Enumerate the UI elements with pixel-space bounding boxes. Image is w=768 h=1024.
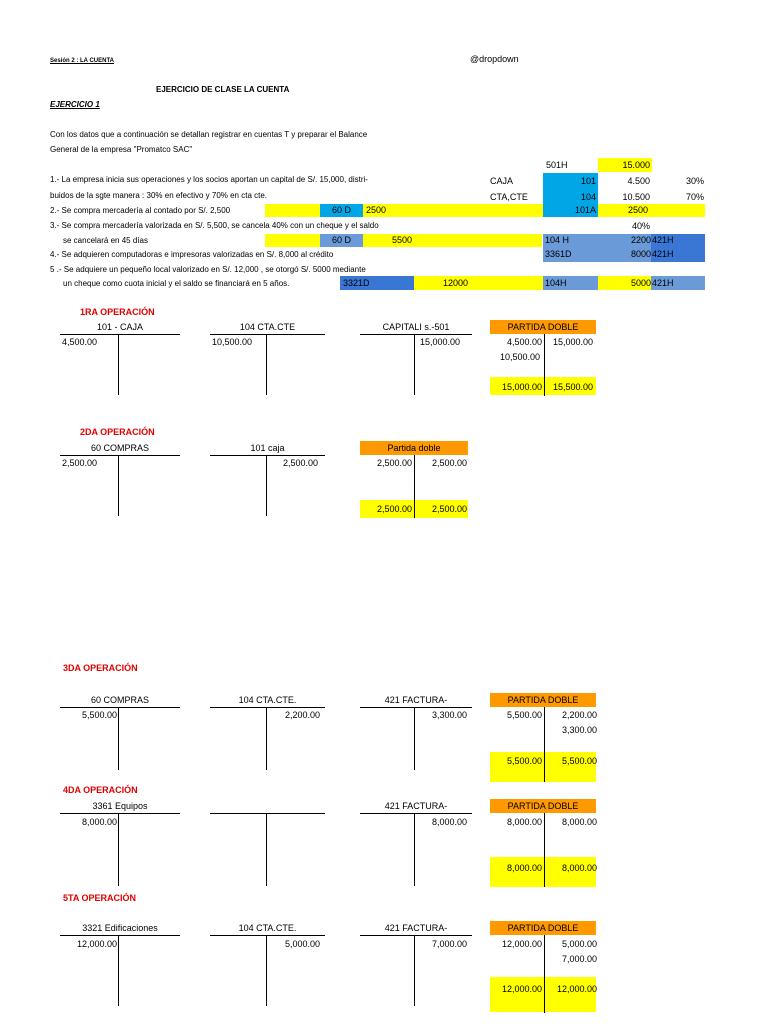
op2-pd-l1: 2,500.00 (376, 458, 412, 468)
op3-pd-r2: 3,300.00 (561, 725, 597, 735)
op2-t1-name: 60 COMPRAS (90, 443, 150, 453)
pct-30: 30% (685, 176, 704, 186)
op1-title: 1RA OPERACIÓN (80, 307, 155, 317)
op5-t2-right: 5,000.00 (284, 939, 320, 949)
op4-title: 4DA OPERACIÓN (63, 785, 138, 795)
pct-70: 70% (685, 192, 704, 202)
code-104h: 104 H (545, 235, 570, 245)
statement-1a: 1.- La empresa inicia sus operaciones y los socios aportan un capital de S/. 15,000, distri- (50, 175, 368, 184)
op1-pd-title: PARTIDA DOBLE (507, 322, 579, 332)
code-104: 104 (580, 192, 596, 202)
op5-t1-left: 12,000.00 (76, 939, 117, 949)
code-421h-b: 421H (652, 249, 674, 259)
value-10500: 10.500 (622, 192, 650, 202)
pct-40: 40% (632, 221, 651, 231)
op3-t2-right: 2,200.00 (284, 710, 320, 720)
op5-pd-tr: 12,000.00 (556, 984, 597, 994)
statement-5b: un cheque como cuota inicial y el saldo se financiará en 5 años. (63, 279, 290, 288)
statement-3a: 3.- Se compra mercadería valorizada en S/. 5,500, se cancela 40% con un cheque y el saldo (50, 221, 379, 230)
code-101: 101 (580, 176, 596, 186)
op1-pd-tl: 15,000.00 (501, 382, 542, 392)
op1-pd-l2: 10,500.00 (499, 352, 540, 362)
op4-pd-tl: 8,000.00 (506, 863, 542, 873)
op4-t1-left: 8,000.00 (81, 817, 117, 827)
value-4500: 4.500 (627, 176, 650, 186)
row2-code: 60 D (331, 205, 351, 215)
op4-t1-name: 3361 Equipos (92, 801, 148, 811)
code-104h2: 104H (545, 278, 567, 288)
op3-pd-l1: 5,500.00 (506, 710, 542, 720)
op1-t2-name: 104 CTA.CTE (239, 322, 296, 332)
op3-t1-left: 5,500.00 (81, 710, 117, 720)
op3-t1-name: 60 COMPRAS (90, 695, 150, 705)
op5-pd-r1: 5,000.00 (561, 939, 597, 949)
op2-t2-name: 101 caja (250, 443, 285, 453)
op1-t1-name: 101 - CAJA (96, 322, 144, 332)
op4-pd-r1: 8,000.00 (561, 817, 597, 827)
op5-t2-name: 104 CTA.CTE. (238, 923, 297, 933)
op5-pd-l1: 12,000.00 (501, 939, 542, 949)
op5-pd-r2: 7,000.00 (561, 954, 597, 964)
label-caja: CAJA (490, 176, 514, 186)
op1-pd-r1: 15,000.00 (552, 337, 593, 347)
op5-pd-title: PARTIDA DOBLE (507, 923, 579, 933)
statement-2: 2.- Se compra mercadería al contado por S/. 2,500 (50, 206, 231, 215)
handle-label: @dropdown (470, 54, 519, 64)
op4-t2-line (210, 813, 325, 814)
statement-5a: 5 .- Se adquiere un pequeño local valorizado en S/. 12,000 , se otorgó S/. 5000 mediante (50, 265, 366, 274)
page-title: EJERCICIO DE CLASE LA CUENTA (156, 85, 290, 94)
statement-1b: buidos de la sgte manera : 30% en efectivo y 70% en cta cte. (50, 191, 268, 200)
code-101a-value: 2500 (628, 205, 649, 215)
op1-pd-tr: 15,500.00 (552, 382, 593, 392)
op4-pd-tr: 8,000.00 (561, 863, 597, 873)
op2-t2-right: 2,500.00 (282, 458, 318, 468)
label-ctacte: CTA,CTE (490, 192, 528, 202)
op5-t3-name: 421 FACTURA- (384, 923, 448, 933)
code-421h-a: 421H (652, 235, 674, 245)
code-3361d: 3361D (545, 249, 572, 259)
code-3361d-value: 8000 (630, 249, 651, 259)
row3-code: 60 D (331, 235, 351, 245)
op1-t3-right: 15,000.00 (419, 337, 460, 347)
op1-t2-left: 10,500.00 (212, 337, 253, 347)
op4-pd-l1: 8,000.00 (506, 817, 542, 827)
op1-pd-l1: 4,500.00 (506, 337, 542, 347)
op2-title: 2DA OPERACIÓN (80, 427, 155, 437)
op2-pd-tl: 2,500.00 (376, 504, 412, 514)
op3-t3-right: 3,300.00 (431, 710, 467, 720)
op4-t3-right: 8,000.00 (431, 817, 467, 827)
op3-t3-name: 421 FACTURA- (384, 695, 448, 705)
op3-pd-title: PARTIDA DOBLE (507, 695, 579, 705)
op4-t3-name: 421 FACTURA- (384, 801, 448, 811)
op5-pd-tl: 12,000.00 (501, 984, 542, 994)
op5-t3-right: 7,000.00 (431, 939, 467, 949)
statement-3b: se cancelará en 45 días (63, 236, 148, 245)
op5-title: 5TA OPERACIÓN (63, 893, 137, 903)
op5-t1-name: 3321 Edificaciones (82, 923, 158, 933)
op2-pd-title: Partida doble (387, 443, 441, 453)
row5-value: 12000 (442, 278, 468, 288)
intro-line-1: Con los datos que a continuación se detallan registrar en cuentas T y preparar el Balance (50, 130, 368, 139)
op1-t1-left: 4,500.00 (62, 337, 98, 347)
intro-line-2: General de la empresa "Promatco SAC" (50, 145, 193, 154)
statement-4: 4.- Se adquieren computadoras e impresoras valorizadas en S/. 8,000 al crédito (50, 250, 334, 259)
row5-code: 3321D (343, 278, 370, 288)
code-104h-value: 2200 (630, 235, 651, 245)
op2-t1-left: 2,500.00 (62, 458, 98, 468)
op2-pd-tr: 2,500.00 (431, 504, 467, 514)
op3-t2-name: 104 CTA.CTE. (238, 695, 297, 705)
code-104h2-value: 5000 (630, 278, 651, 288)
session-label: Sesión 2 : LA CUENTA (50, 58, 115, 64)
op3-pd-r1: 2,200.00 (561, 710, 597, 720)
op3-pd-tl: 5,500.00 (506, 756, 542, 766)
code-101a: 101A (574, 205, 596, 215)
value-15000: 15.000 (622, 160, 650, 170)
op2-pd-r1: 2,500.00 (431, 458, 467, 468)
op3-pd-tr: 5,500.00 (561, 756, 597, 766)
code-421h-c: 421H (652, 278, 674, 288)
op1-t3-name: CAPITALI s.-501 (382, 322, 450, 332)
op4-pd-title: PARTIDA DOBLE (507, 801, 579, 811)
exercise-label: EJERCICIO 1 (50, 100, 100, 109)
op3-title: 3DA OPERACIÓN (63, 663, 138, 673)
row3-value: 5500 (392, 235, 413, 245)
row2-value: 2500 (366, 205, 387, 215)
code-501h: 501H (546, 160, 568, 170)
